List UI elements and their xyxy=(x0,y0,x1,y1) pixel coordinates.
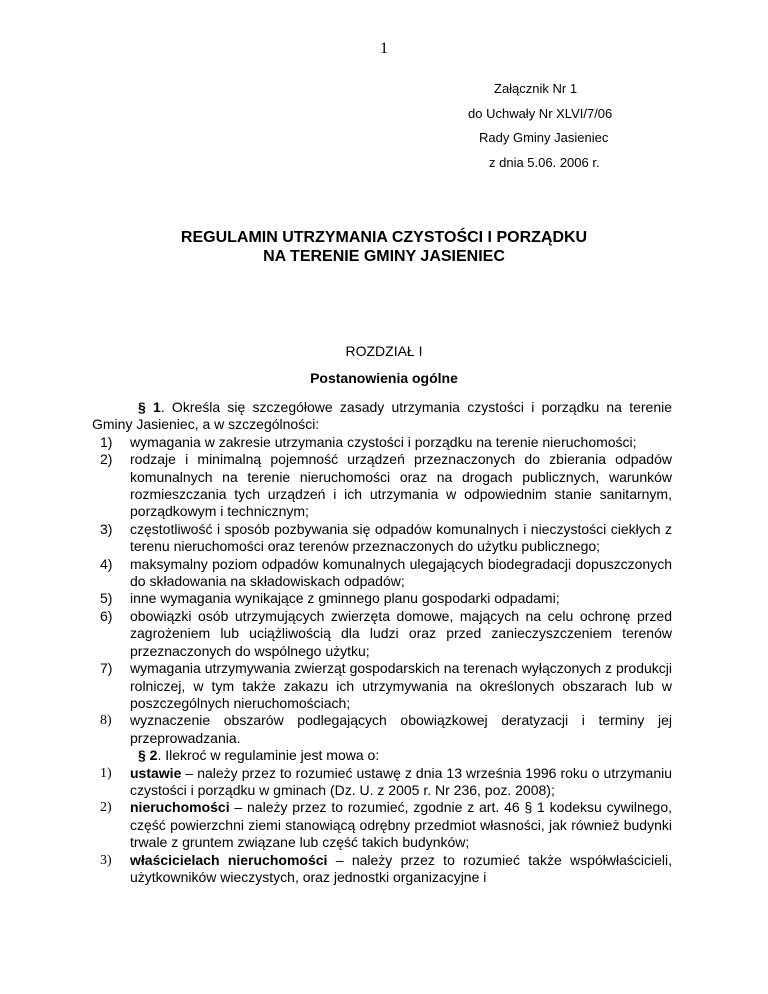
definition-term: nieruchomości xyxy=(130,799,230,816)
list-item-number: 8) xyxy=(100,713,112,729)
definition-item xyxy=(92,799,672,851)
definition-term: ustawie xyxy=(130,764,182,781)
definition-text: – należy przez to rozumieć ustawę z dnia 13 września 1996 roku o utrzymaniu czystości i porządku w gminach (Dz. U. z 2005 r. Nr 236, poz. 2008); xyxy=(130,764,672,798)
section-2-intro xyxy=(92,747,672,764)
section-2-intro-text: . Ilekroć w regulaminie jest mowa o: xyxy=(157,747,380,764)
list-item-text: inne wymagania wynikające z gminnego planu gospodarki odpadami; xyxy=(130,590,560,607)
definition-number: 1) xyxy=(100,765,112,781)
section-1-mark: § 1 xyxy=(138,399,161,415)
annex-line-4: z dnia 5.06. 2006 r. xyxy=(489,154,600,170)
annex-header xyxy=(464,77,704,175)
list-item xyxy=(92,590,672,607)
chapter-label: ROZDZIAŁ I xyxy=(345,343,423,359)
section-1-intro-text: . Określa się szczegółowe zasady utrzymania czystości i porządku na terenie Gminy Jasieniec, a w szczególności: xyxy=(92,399,672,433)
annex-line-1: Załącznik Nr 1 xyxy=(494,81,578,96)
definition-item xyxy=(92,765,672,800)
list-item xyxy=(92,556,672,591)
definition-text: – należy przez to rozumieć, zgodnie z art. 46 § 1 kodeksu cywilnego, część powierzchni ziemi stanowiącą odrębny przedmiot własności, jak również budynki trwale z gruntem związane lub część takich budynków; xyxy=(130,799,672,851)
definition-item xyxy=(92,852,672,887)
section-2-mark: § 2 xyxy=(138,747,158,764)
list-item-text: wymagania w zakresie utrzymania czystości i porządku na terenie nieruchomości; xyxy=(130,433,637,450)
page-number: 1 xyxy=(380,40,388,57)
definition-text: – należy przez to rozumieć także współwłaścicieli, użytkowników wieczystych, oraz jednostki organizacyjne i xyxy=(130,851,672,885)
chapter-subtitle: Postanowienia ogólne xyxy=(310,370,458,386)
list-item xyxy=(92,712,672,747)
list-item-number: 2) xyxy=(100,451,113,468)
list-item-number: 7) xyxy=(100,660,113,677)
definition-term: właścicielach nieruchomości xyxy=(130,851,328,868)
list-item xyxy=(92,434,672,451)
title-line-1: REGULAMIN UTRZYMANIA CZYSTOŚCI I PORZĄDKU xyxy=(180,229,588,246)
list-item xyxy=(92,660,672,712)
list-item-number: 6) xyxy=(100,607,113,624)
list-item-text: wymagania utrzymywania zwierząt gospodarskich na terenach wyłączonych z produkcji rolniczej, w tym także zakazu ich utrzymywania na określonych obszarach lub w poszczególnych nieruchomościach; xyxy=(130,660,672,711)
annex-line-3: Rady Gminy Jasieniec xyxy=(479,130,609,145)
list-item-text: obowiązki osób utrzymujących zwierzęta domowe, mających na celu ochronę przed zagrożeniem lub uciążliwością dla ludzi oraz przed zanieczyszczeniem terenów przeznaczonych do wspólnego użytku; xyxy=(130,607,672,659)
list-item xyxy=(92,608,672,660)
list-item-number: 3) xyxy=(100,520,113,537)
section-1-intro xyxy=(92,399,672,434)
list-item-text: maksymalny poziom odpadów komunalnych ulegających biodegradacji dopuszczonych do składowania na składowiskach odpadów; xyxy=(130,555,672,590)
list-item-text: rodzaje i minimalną pojemność urządzeń przeznaczonych do zbierania odpadów komunalnych na terenie nieruchomości oraz na drogach publicznych, warunków rozmieszczania tych urządzeń i ich utrzymania w odpowiednim stanie sanitarnym, porządkowym i technicznym; xyxy=(130,451,672,520)
document-title xyxy=(0,228,768,266)
list-item-text: częstotliwość i sposób pozbywania się odpadów komunalnych i nieczystości ciekłych z terenu nieruchomości oraz terenów przeznaczonych do użytku publicznego; xyxy=(130,520,672,555)
list-item xyxy=(92,521,672,556)
list-item-number: 4) xyxy=(100,555,113,572)
list-item-text: wyznaczenie obszarów podlegających obowiązkowej deratyzacji i terminy jej przeprowadzania. xyxy=(130,712,672,746)
list-item xyxy=(92,451,672,521)
list-item-number: 1) xyxy=(100,433,113,450)
definition-number: 3) xyxy=(100,852,112,868)
list-item-number: 5) xyxy=(100,590,113,607)
annex-line-2: do Uchwały Nr XLVI/7/06 xyxy=(468,105,613,121)
document-body xyxy=(92,399,672,886)
definition-number: 2) xyxy=(100,800,112,816)
title-line-2: NA TERENIE GMINY JASIENIEC xyxy=(263,248,505,265)
